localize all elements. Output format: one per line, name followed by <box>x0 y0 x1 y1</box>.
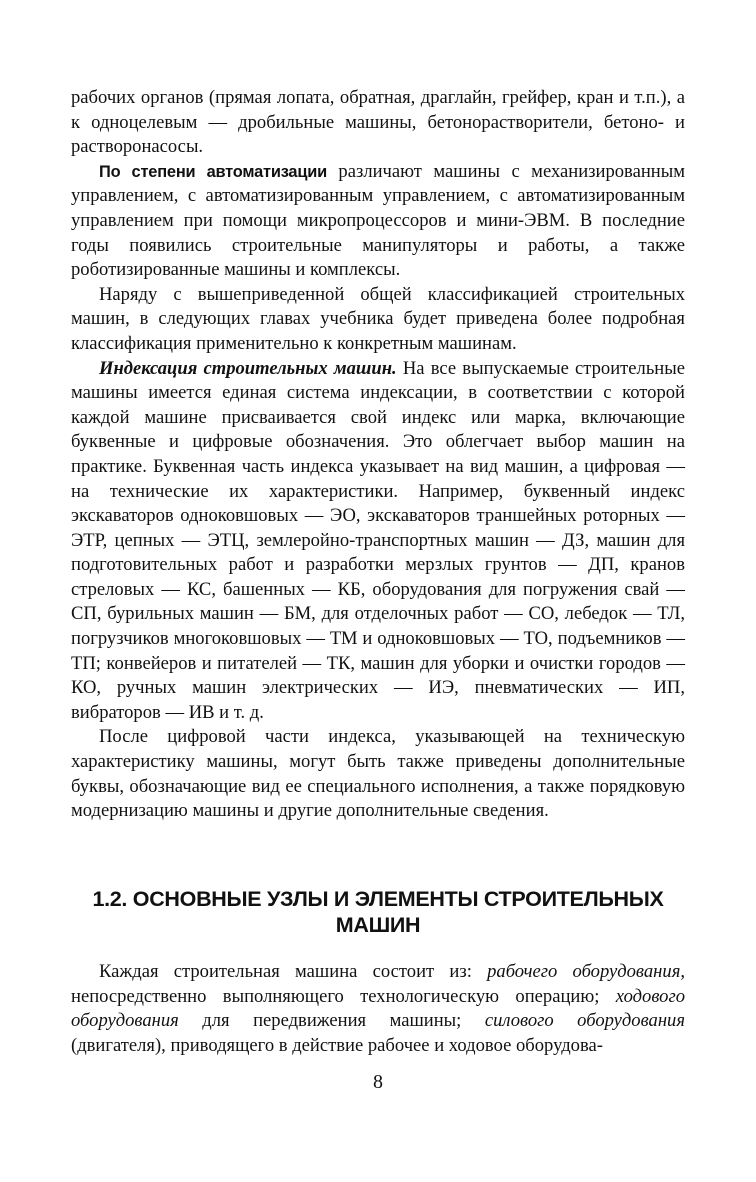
paragraph-automation-text: различают машины с механизированным управлением, с автоматизированным управлением, с автоматизированным управлением при помощи микропроцессоров и мини-ЭВМ. В последние годы появились строительные манипуляторы и работы, а также роботизированные машины и комплексы. <box>71 160 685 281</box>
term-working-equipment: рабочего оборудования, <box>487 961 685 982</box>
paragraph-classification: Наряду с вышеприведенной общей классификацией строительных машин, в следующих главах учебника будет приведена более подробная классификация применительно к конкретным машинам. <box>71 283 685 354</box>
components-text-d: (двигателя), приводящего в действие рабочее и ходовое оборудова- <box>71 1034 603 1056</box>
section-heading <box>71 886 685 938</box>
components-text-b: непосредственно выполняющего технологическую операцию; <box>71 985 616 1007</box>
page-number: 8 <box>373 1071 383 1093</box>
paragraph-automation-lead: По степени автоматизации <box>99 162 327 181</box>
paragraph-automation <box>71 160 685 283</box>
paragraph-indexation-text: На все выпускаемые строительные машины имеется единая система индексации, в соответствии с которой каждой машине присваивается свой индекс или марка, включающие буквенные и цифровые обозначения. Это облегчает выбор машин на практике. Буквенная часть индекса указывает на вид машин, а цифровая — на технические их характеристики. Например, буквенный индекс экскаваторов одноковшовых — ЭО, экскаваторов траншейных роторных — ЭТР, цепных — ЭТЦ, землеройно-транспортных машин — ДЗ, машин для подготовительных работ и разработки мерзлых грунтов — ДП, кранов стреловых — КС, башенных — КБ, оборудования для погружения свай — СП, бурильных машин — БМ, для отделочных работ — СО, лебедок — ТЛ, погрузчиков многоковшовых — ТМ и одноковшовых — ТО, подъемников — ТП; конвейеров и питателей — ТК, машин для уборки и очистки городов — КО, ручных машин электрических — ИЭ, пневматических — ИП, вибраторов — ИВ и т. д. <box>71 357 685 723</box>
paragraph-1: рабочих органов (прямая лопата, обратная, драглайн, грейфер, кран и т.п.), а к одноцелевым — дробильные машины, бетонорастворители, бетоно- и растворонасосы. <box>71 87 685 158</box>
term-running-equipment: ходового оборудования <box>71 985 685 1032</box>
section-heading-line-2: МАШИН <box>335 913 421 937</box>
paragraph-modification: После цифровой части индекса, указывающей на техническую характеристику машины, могут быть также приведены дополнительные буквы, обозначающие вид ее специального исполнения, а также порядковую модернизацию машины и другие дополнительные сведения. <box>71 726 685 822</box>
paragraph-components <box>71 960 685 1058</box>
section-heading-line-1: 1.2. ОСНОВНЫЕ УЗЛЫ И ЭЛЕМЕНТЫ СТРОИТЕЛЬНЫХ <box>92 887 664 911</box>
term-power-equipment: силового оборудования <box>484 1010 685 1032</box>
paragraph-indexation-lead: Индексация строительных машин. <box>99 357 397 379</box>
page-body <box>71 86 685 824</box>
components-text-a: Каждая строительная машина состоит из: <box>99 961 488 982</box>
paragraph-indexation <box>71 357 685 726</box>
components-text-c: для передвижения машины; <box>178 1010 485 1032</box>
